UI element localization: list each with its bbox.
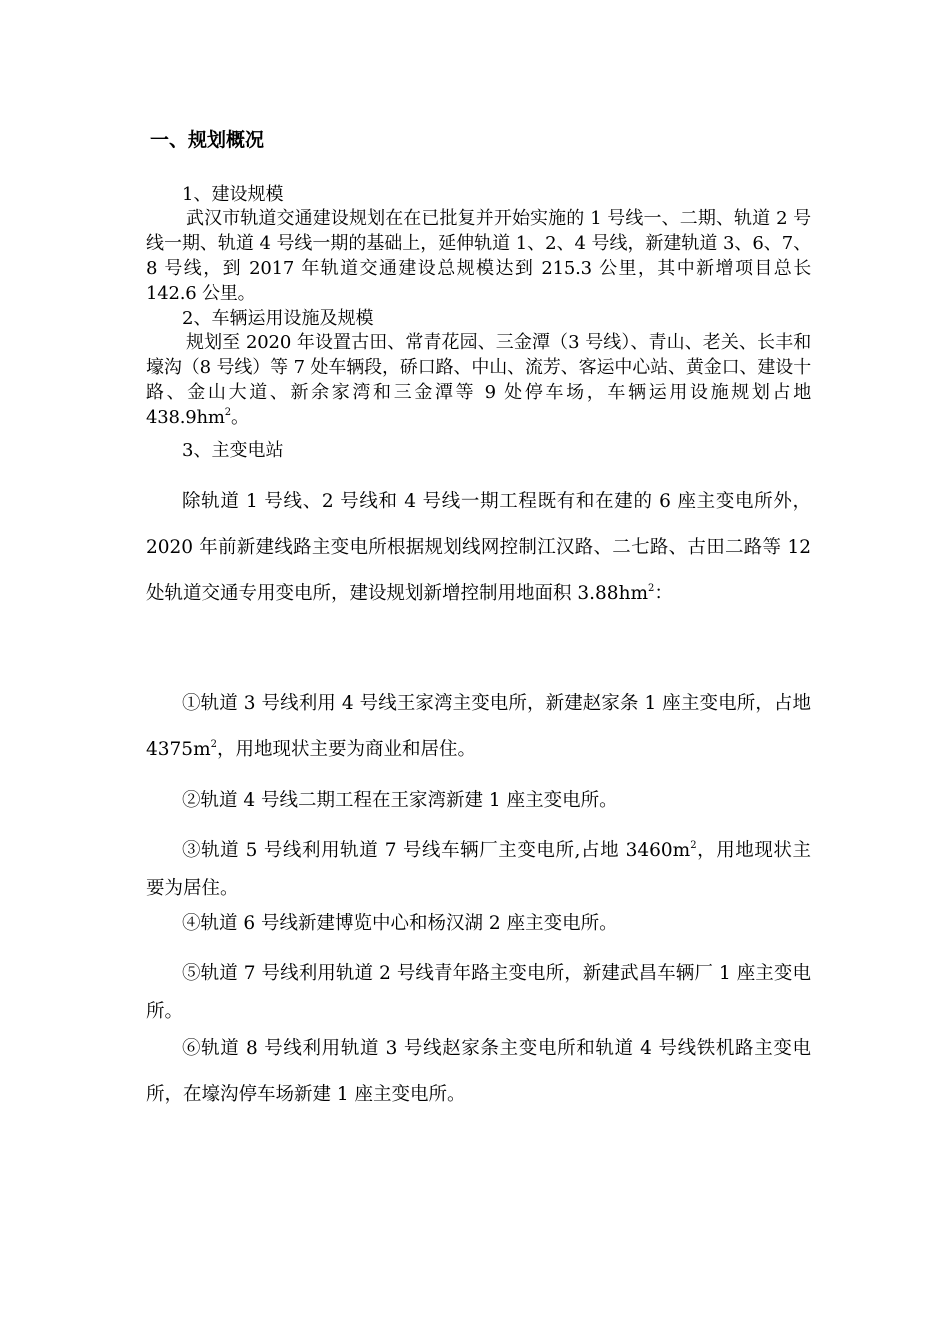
superscript: 2 bbox=[224, 407, 231, 418]
list-item-6: ⑥轨道 8 号线利用轨道 3 号线赵家条主变电所和轨道 4 号线铁机路主变电所，在壕沟停车场新建 1 座主变电所。 bbox=[146, 1038, 811, 1105]
list-item-3-end: ，用地现状主要为居住。 bbox=[146, 840, 811, 899]
subsection-1-heading: 1、建设规模 bbox=[182, 184, 284, 205]
superscript: 2 bbox=[690, 840, 697, 851]
list-item-3-text: ③轨道 5 号线利用轨道 7 号线车辆厂主变电所,占地 3460m bbox=[182, 840, 691, 861]
section-title: 一、规划概况 bbox=[150, 129, 265, 151]
list-item-3 bbox=[146, 832, 811, 908]
subsection-2-body-text: 规划至 2020 年设置古田、常青花园、三金潭（3 号线）、青山、老关、长丰和壕沟（8 号线）等 7 处车辆段，硚口路、中山、流芳、客运中心站、黄金口、建设十路、金山大道、新余家湾和三金潭等 9 处停车场，车辆运用设施规划占地 438.9hm bbox=[146, 332, 811, 428]
superscript: 2 bbox=[210, 739, 217, 750]
subsection-2-body bbox=[146, 330, 811, 430]
list-item-5: ⑤轨道 7 号线利用轨道 2 号线青年路主变电所，新建武昌车辆厂 1 座主变电所。 bbox=[146, 963, 811, 1022]
subsection-2-body-end: 。 bbox=[230, 407, 249, 428]
list-item-1-end: ，用地现状主要为商业和居住。 bbox=[217, 739, 477, 760]
subsection-3-intro-text: 除轨道 1 号线、2 号线和 4 号线一期工程既有和在建的 6 座主变电所外，2020 年前新建线路主变电所根据规划线网控制江汉路、二七路、古田二路等 12 处轨道交通专用变电所，建设规划新增控制用地面积 3.88hm bbox=[146, 491, 811, 604]
list-item-2: ②轨道 4 号线二期工程在王家湾新建 1 座主变电所。 bbox=[182, 790, 618, 811]
subsection-3-intro bbox=[146, 479, 811, 617]
list-item-1 bbox=[146, 681, 811, 773]
subsection-2-heading: 2、车辆运用设施及规模 bbox=[182, 308, 374, 329]
subsection-1-body: 武汉市轨道交通建设规划在在已批复并开始实施的 1 号线一、二期、轨道 2 号线一期、轨道 4 号线一期的基础上，延伸轨道 1、2、4 号线，新建轨道 3、6、7、8 号线，到 2017 年轨道交通建设总规模达到 215.3 公里，其中新增项目总长 142.6 公里。 bbox=[146, 208, 811, 304]
subsection-3-heading: 3、主变电站 bbox=[182, 440, 284, 461]
list-item-4: ④轨道 6 号线新建博览中心和杨汉湖 2 座主变电所。 bbox=[182, 913, 618, 934]
subsection-3-intro-end: ： bbox=[654, 583, 673, 604]
list-item-1-text: ①轨道 3 号线利用 4 号线王家湾主变电所，新建赵家条 1 座主变电所，占地 4375m bbox=[146, 693, 811, 760]
superscript: 2 bbox=[648, 583, 655, 594]
